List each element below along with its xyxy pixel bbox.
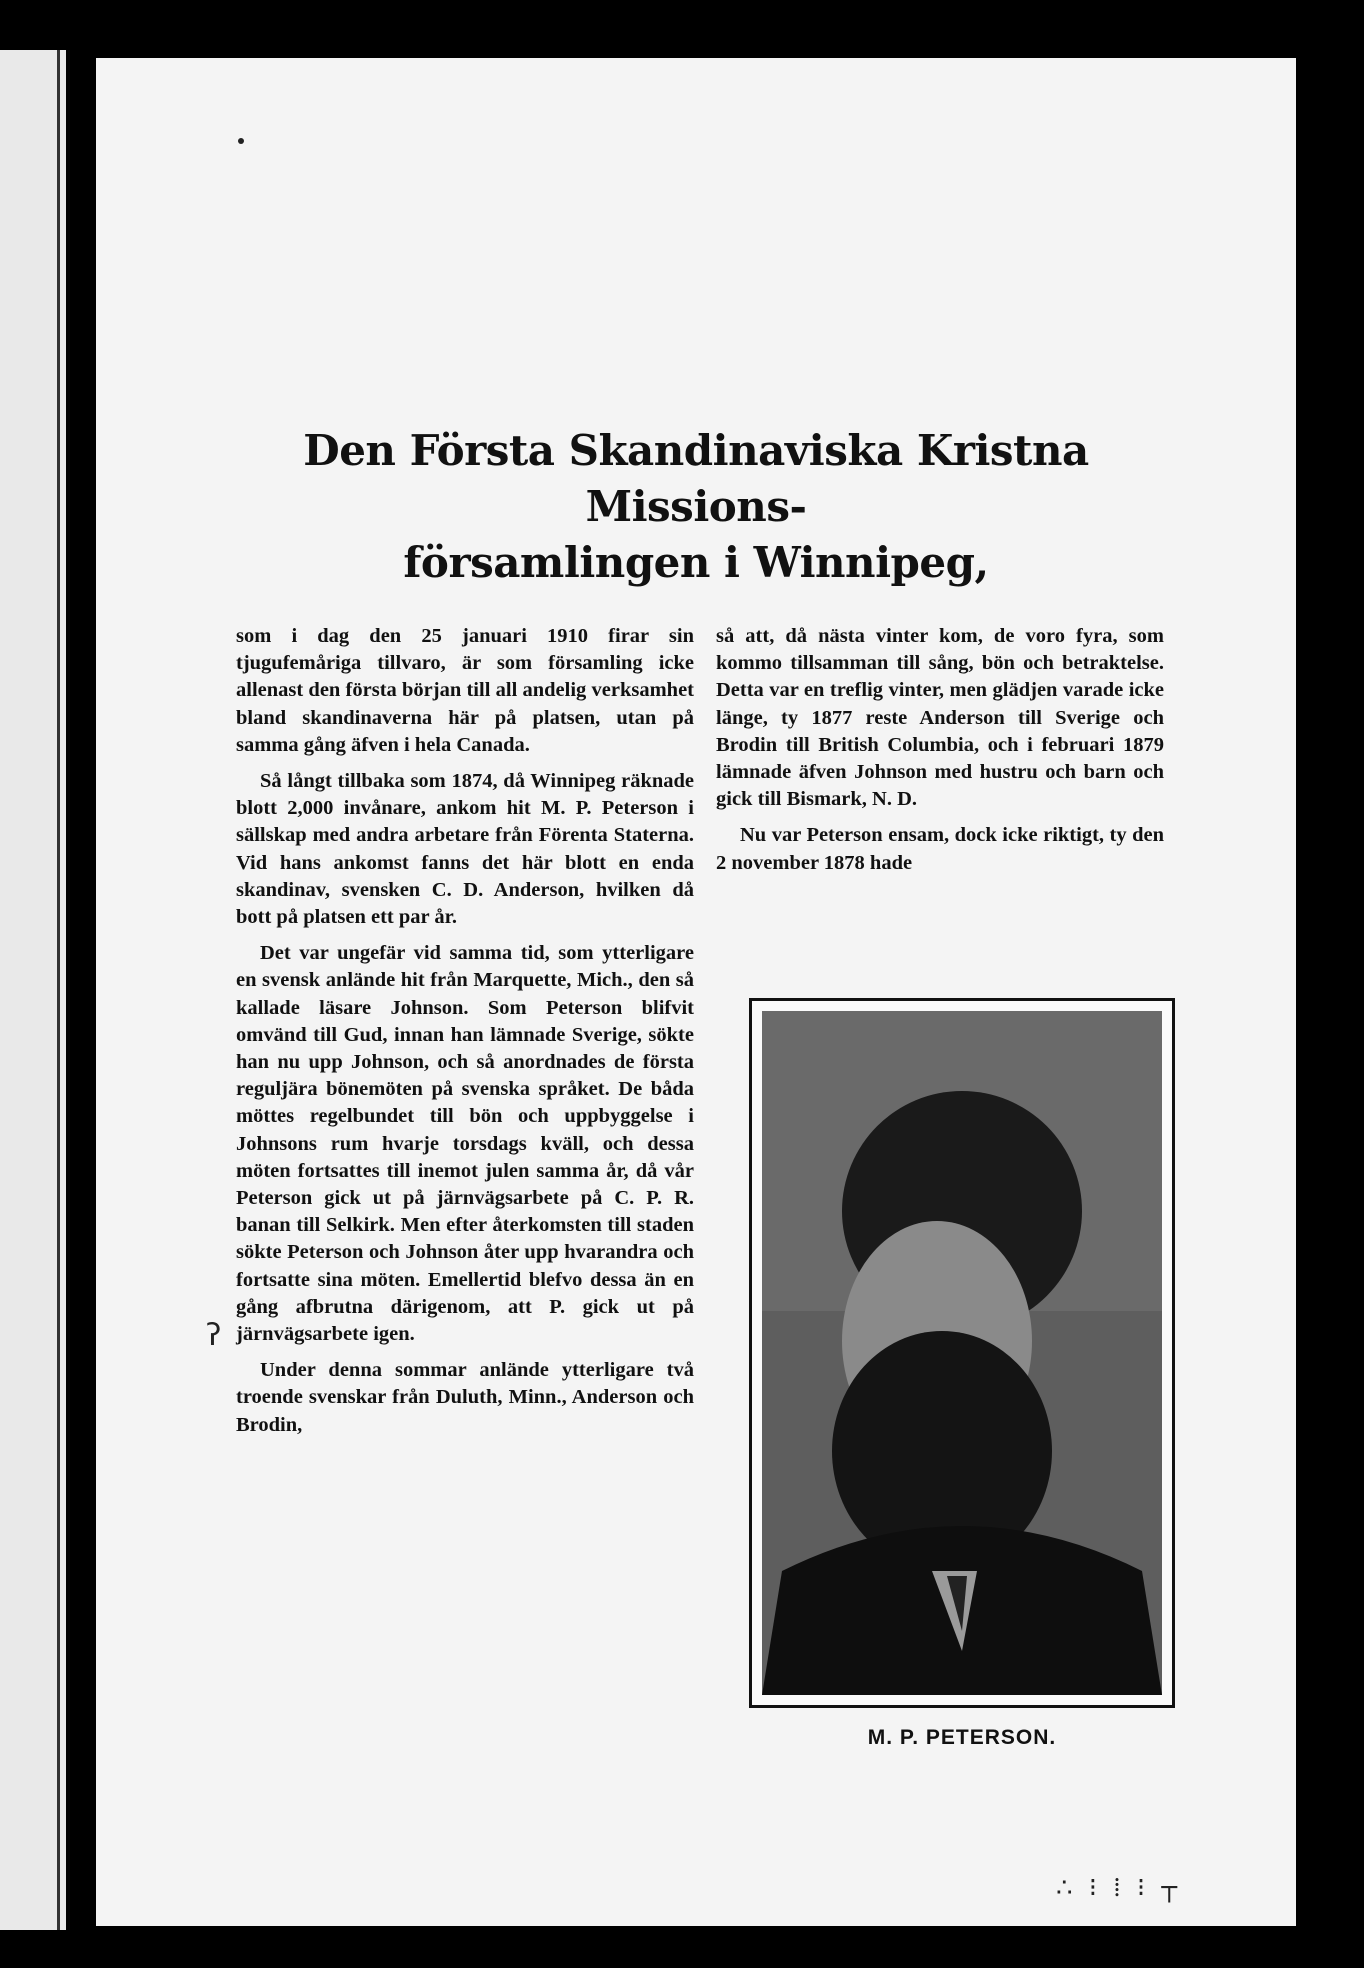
right-column — [716, 623, 1164, 886]
photo-caption: M. P. PETERSON. — [867, 1726, 1057, 1749]
article-title — [216, 423, 1176, 591]
speck-mark — [238, 138, 244, 144]
stamp-mark: ∴ ⁝ ⁞ ⁝ ┬ — [1056, 1873, 1182, 1903]
document-page — [96, 58, 1296, 1926]
title-line-1: Den Första Skandinaviska Kristna Missions- — [303, 426, 1089, 531]
left-column — [236, 623, 694, 1448]
portrait-frame — [749, 998, 1175, 1708]
paragraph: Så långt tillbaka som 1874, då Winnipeg räknade blott 2,000 invånare, ankom hit M. P. Peterson i sällskap med andra arbetare från Förenta Staterna. Vid hans ankomst fanns det här blott en enda skandinav, svensken C. D. Anderson, hvilken då bott på platsen ett par år. — [236, 770, 694, 929]
paragraph: Det var ungefär vid samma tid, som ytterligare en svensk anlände hit från Marquette, Mich., den så kallade läsare Johnson. Som Peterson blifvit omvänd till Gud, innan han lämnade Sverige, sökte han nu upp Johnson, och så anordnades de första reguljära bönemöten på svenska språket. De båda möttes regelbundet till bön och uppbyggelse i Johnsons rum hvarje torsdags kväll, och dessa möten fortsattes till inemot julen samma år, då vår Peterson gick ut på järnvägsarbete på C. P. R. banan till Selkirk. Men efter återkomsten till staden sökte Peterson och Johnson åter upp hvarandra och fortsatte sina möten. Emellertid blefvo dessa än en gång afbrutna därigenom, att P. gick ut på järnvägsarbete igen. — [236, 942, 694, 1346]
paragraph: Under denna sommar anlände ytterligare två troende svenskar från Duluth, Minn., Anderson och Brodin, — [236, 1359, 694, 1436]
title-line-2: församlingen i Winnipeg, — [403, 538, 989, 587]
pencil-mark: ʔ — [206, 1318, 222, 1353]
paragraph: så att, då nästa vinter kom, de voro fyra, som kommo tillsamman till sång, bön och betraktelse. Detta var en treflig vinter, men glädjen varade icke länge, ty 1877 reste Anderson till Sverige och Brodin till British Columbia, och i februari 1879 lämnade äfven Johnson med hustru och barn och gick till Bismark, N. D. — [716, 625, 1164, 811]
portrait-photo — [762, 1011, 1162, 1695]
adjacent-page-edge — [0, 50, 66, 1930]
paragraph: som i dag den 25 januari 1910 firar sin tjugufemåriga tillvaro, är som församling icke allenast den första början till all andelig verksamhet bland skandinaverna här på platsen, utan på samma gång äfven i hela Canada. — [236, 625, 694, 756]
portrait-illustration — [762, 1011, 1162, 1695]
paragraph: Nu var Peterson ensam, dock icke riktigt, ty den 2 november 1878 hade — [716, 824, 1164, 874]
